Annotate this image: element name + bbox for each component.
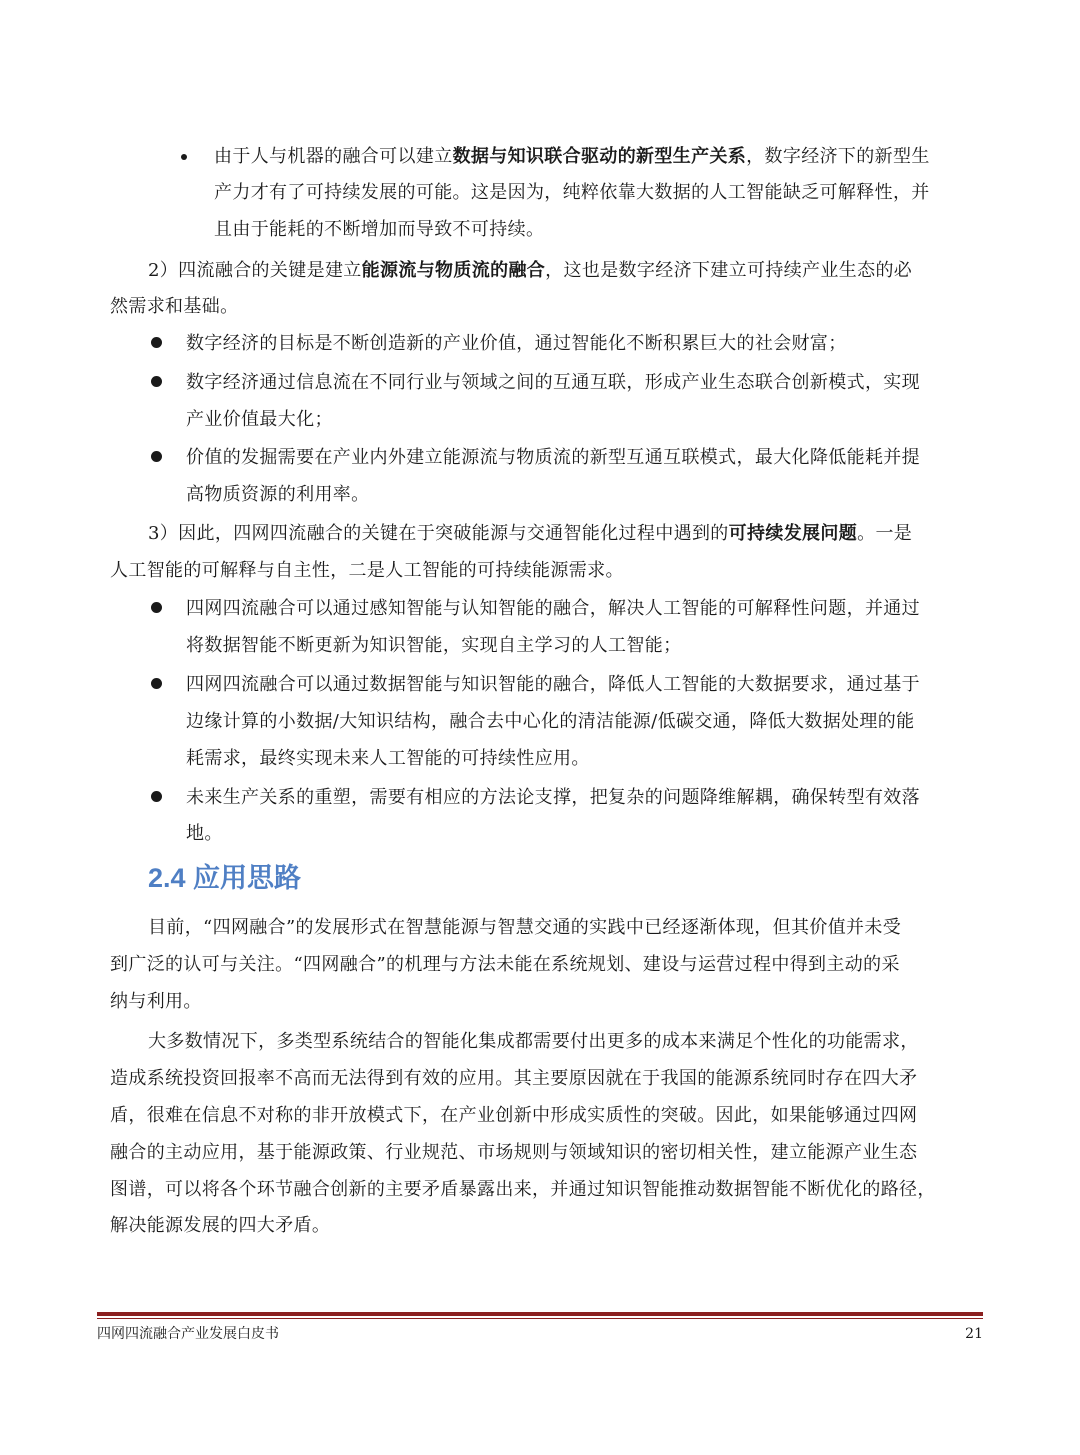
list-item-line: 地。 <box>186 823 223 844</box>
text-line: 产力才有了可持续发展的可能。这是因为，纯粹依靠大数据的人工智能缺乏可解释性，并 <box>214 182 930 203</box>
section-heading: 2.4 应用思路 <box>148 863 302 893</box>
list-item-line: 四网四流融合可以通过数据智能与知识智能的融合，降低人工智能的大数据要求，通过基于 <box>186 674 920 695</box>
list-item-line: 四网四流融合可以通过感知智能与认知智能的融合，解决人工智能的可解释性问题，并通过 <box>186 598 920 619</box>
list-item-line: 数字经济通过信息流在不同行业与领域之间的互通互联，形成产业生态联合创新模式，实现 <box>186 372 920 393</box>
list-item-line: 边缘计算的小数据/大知识结构，融合去中心化的清洁能源/低碳交通，降低大数据处理的能 <box>186 711 915 732</box>
bullet-dot <box>151 451 162 462</box>
paragraph-line: 造成系统投资回报率不高而无法得到有效的应用。其主要原因就在于我国的能源系统同时存在四大矛 <box>110 1068 918 1089</box>
list-item-line: 价值的发掘需要在产业内外建立能源流与物质流的新型互通互联模式，最大化降低能耗并提 <box>186 447 920 468</box>
paragraph-line: 解决能源发展的四大矛盾。 <box>110 1215 331 1236</box>
paragraph-line: 然需求和基础。 <box>110 296 239 317</box>
paragraph-line: 盾，很难在信息不对称的非开放模式下，在产业创新中形成实质性的突破。因此，如果能够通过四网 <box>110 1105 918 1126</box>
paragraph-line: 2）四流融合的关键是建立能源流与物质流的融合，这也是数字经济下建立可持续产业生态的必 <box>148 260 913 281</box>
list-item-line: 数字经济的目标是不断创造新的产业价值，通过智能化不断积累巨大的社会财富； <box>186 333 847 354</box>
bullet-dot <box>151 678 162 689</box>
bullet-dot <box>151 791 162 802</box>
footer-title: 四网四流融合产业发展白皮书 <box>97 1326 279 1342</box>
paragraph-line: 融合的主动应用，基于能源政策、行业规范、市场规则与领域知识的密切相关性，建立能源产业生态 <box>110 1142 918 1163</box>
paragraph-line: 大多数情况下，多类型系统结合的智能化集成都需要付出更多的成本来满足个性化的功能需求， <box>148 1031 919 1052</box>
text-line: 由于人与机器的融合可以建立数据与知识联合驱动的新型生产关系，数字经济下的新型生 <box>214 146 930 167</box>
bullet-dot <box>151 602 162 613</box>
bullet-dot <box>151 376 162 387</box>
paragraph-line: 3）因此，四网四流融合的关键在于突破能源与交通智能化过程中遇到的可持续发展问题。一是 <box>148 523 913 544</box>
list-item-line: 高物质资源的利用率。 <box>186 484 370 505</box>
list-item-line: 未来生产关系的重塑，需要有相应的方法论支撑，把复杂的问题降维解耦，确保转型有效落 <box>186 787 920 808</box>
list-item-line: 将数据智能不断更新为知识智能，实现自主学习的人工智能； <box>186 635 682 656</box>
page-number: 21 <box>965 1326 983 1342</box>
paragraph-line: 人工智能的可解释与自主性，二是人工智能的可持续能源需求。 <box>110 560 624 581</box>
list-item-line: 产业价值最大化； <box>186 409 333 430</box>
bullet-dot <box>151 337 162 348</box>
paragraph-line: 目前，“四网融合”的发展形式在智慧能源与智慧交通的实践中已经逐渐体现，但其价值并未受 <box>148 917 902 938</box>
footer-rule <box>97 1312 983 1316</box>
bullet-dot-small <box>181 154 187 160</box>
footer-rule-thin <box>97 1318 983 1319</box>
paragraph-line: 图谱，可以将各个环节融合创新的主要矛盾暴露出来，并通过知识智能推动数据智能不断优化的路径， <box>110 1179 936 1200</box>
list-item-line: 耗需求，最终实现未来人工智能的可持续性应用。 <box>186 748 590 769</box>
paragraph-line: 纳与利用。 <box>110 991 202 1012</box>
text-line: 且由于能耗的不断增加而导致不可持续。 <box>214 219 545 240</box>
paragraph-line: 到广泛的认可与关注。“四网融合”的机理与方法未能在系统规划、建设与运营过程中得到主动的采 <box>110 954 900 975</box>
